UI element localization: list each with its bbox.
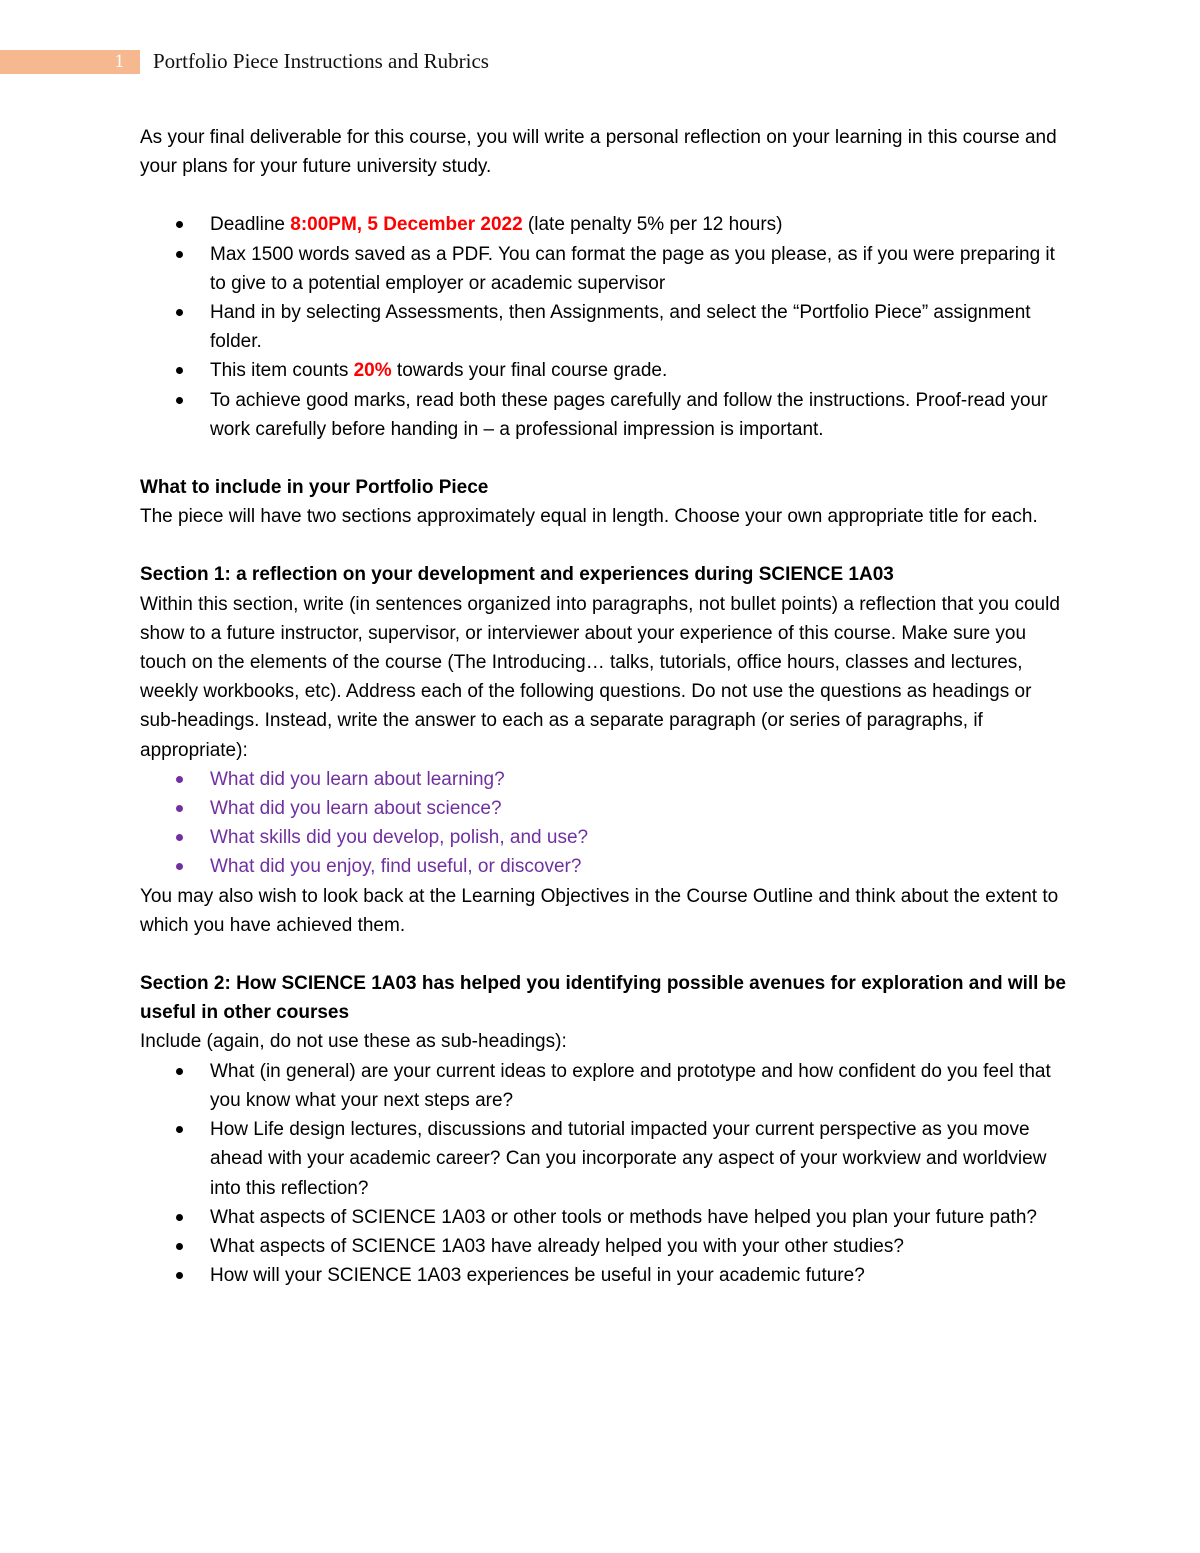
good-marks-item: To achieve good marks, read both these pages carefully and follow the instructions. Proof-read your work carefully before handing in – a professional impression is important.: [140, 386, 1070, 444]
section2-item: What aspects of SCIENCE 1A03 or other tools or methods have helped you plan your future path?: [140, 1203, 1070, 1232]
page-number: 1: [0, 50, 140, 74]
hand-in-item: Hand in by selecting Assessments, then Assignments, and select the “Portfolio Piece” assignment folder.: [140, 298, 1070, 356]
section1-text: Within this section, write (in sentences organized into paragraphs, not bullet points) a reflection that you could show to a future instructor, supervisor, or interviewer about your experience of this course. Make sure you touch on the elements of the course (The Introducing… talks, tutorials, office hours, classes and lectures, weekly workbooks, etc). Address each of the following questions. Do not use the questions as headings or sub-headings. Instead, write the answer to each as a separate paragraph (or series of paragraphs, if appropriate):: [140, 593, 1060, 761]
intro-paragraph: As your final deliverable for this course, you will write a personal reflection on your learning in this course and your plans for your future university study.: [140, 127, 1057, 178]
deadline-prefix: Deadline: [210, 214, 291, 236]
section1-question: What did you learn about learning?: [140, 765, 1070, 794]
section1-questions: [140, 765, 1070, 882]
section1-closing: You may also wish to look back at the Learning Objectives in the Course Outline and think about the extent to which you have achieved them.: [140, 885, 1059, 936]
deadline-highlight: 8:00PM, 5 December 2022: [290, 214, 523, 236]
max-words-item: Max 1500 words saved as a PDF. You can format the page as you please, as if you were preparing it to give to a potential employer or academic supervisor: [140, 240, 1070, 298]
spacer: [140, 531, 1070, 560]
section2-item: What aspects of SCIENCE 1A03 have already helped you with your other studies?: [140, 1232, 1070, 1261]
header-title: Portfolio Piece Instructions and Rubrics: [153, 49, 489, 73]
instructions-list: [140, 210, 1070, 444]
what-to-include-text: The piece will have two sections approximately equal in length. Choose your own appropriate title for each.: [140, 506, 1038, 528]
section1-heading: Section 1: a reflection on your development and experiences during SCIENCE 1A03: [140, 564, 894, 586]
section2-item: What (in general) are your current ideas to explore and prototype and how confident do you feel that you know what your next steps are?: [140, 1057, 1070, 1115]
spacer: [140, 181, 1070, 210]
deadline-suffix: (late penalty 5% per 12 hours): [522, 214, 783, 236]
section1-question: What did you enjoy, find useful, or discover?: [140, 852, 1070, 881]
page-header: [0, 50, 1200, 74]
counts-highlight: 20%: [353, 360, 392, 382]
deadline-item: [140, 210, 1070, 239]
document-body: [140, 123, 1070, 1290]
section1-question: What skills did you develop, polish, and use?: [140, 823, 1070, 852]
section1-question: What did you learn about science?: [140, 794, 1070, 823]
section2-items: [140, 1057, 1070, 1291]
section2-item: How Life design lectures, discussions and tutorial impacted your current perspective as you move ahead with your academic career? Can you incorporate any aspect of your workview and worldview into this reflection?: [140, 1115, 1070, 1203]
section2-heading: Section 2: How SCIENCE 1A03 has helped you identifying possible avenues for exploration and will be useful in other courses: [140, 973, 1066, 1024]
spacer: [140, 444, 1070, 473]
counts-prefix: This item counts: [210, 360, 354, 382]
spacer: [140, 940, 1070, 969]
what-to-include-heading: What to include in your Portfolio Piece: [140, 477, 489, 499]
counts-suffix: towards your final course grade.: [391, 360, 668, 382]
grade-weight-item: [140, 356, 1070, 385]
section2-item: How will your SCIENCE 1A03 experiences be useful in your academic future?: [140, 1261, 1070, 1290]
section2-text: Include (again, do not use these as sub-headings):: [140, 1031, 567, 1053]
